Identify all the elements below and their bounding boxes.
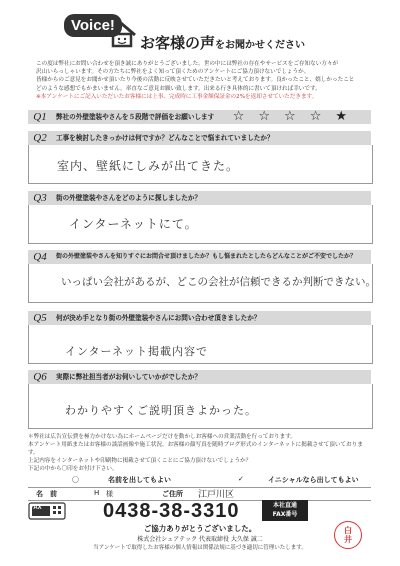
question-text: 何が決め手となり街の外壁塗装やさんにお問い合わせ頂きましたか？ xyxy=(56,314,261,322)
notice-line: ＊弊社は広告宣伝費を極力かけない為にホームページだけを動かしお客様への営業活動を行っております。 xyxy=(28,434,296,440)
answer-box-4 xyxy=(28,264,376,303)
fax-badge-line: FAX番号 xyxy=(272,511,298,518)
intro-line: この度は弊社にお問い合わせを頂き誠にありがとうございました。世の中には弊社の存在やサービスをご存知ない方々が xyxy=(36,61,339,67)
title-sub: をお聞かせください xyxy=(215,40,306,51)
question-1 xyxy=(28,110,371,124)
fax-number: 0438-38-3310 xyxy=(103,500,240,522)
question-5 xyxy=(28,311,371,325)
question-text: 弊社の外壁塗装やさんを５段階で評価をお願いします xyxy=(56,113,215,121)
company-line: 株式会社シェアテック 代表取締役 大久保 誠二 xyxy=(137,536,263,543)
thanks-message: ご協力ありがとうございました。 xyxy=(143,524,257,533)
answer-text: インターネットにて。 xyxy=(69,217,198,231)
star-icon: ★ xyxy=(335,109,361,124)
answer-text: いっぱい会社があるが、どこの会社が信頼できるか判断できない。 xyxy=(61,276,376,288)
publication-notice xyxy=(28,433,373,473)
consent-initial-mark[interactable]: ✓ xyxy=(238,475,244,483)
question-tag: Q5 xyxy=(33,312,47,324)
question-tag: Q4 xyxy=(33,251,47,263)
answer-box-6 xyxy=(28,384,373,429)
intro-red-note: ※本アンケートにご記入いただいたお客様には上事、完成時に工事金額保証金の2%を返却させていただきます。 xyxy=(36,93,318,100)
name-label: 名 前 xyxy=(36,490,57,498)
answer-box-2 xyxy=(28,145,373,184)
hanko-text: 白井 xyxy=(344,525,352,544)
fax-badge xyxy=(262,500,308,521)
intro-line: 皆様からのご意見をお聞かせ頂いたり今後の活動に反映させていただきたいと考えております。良かったこと、嬉しかったこと xyxy=(36,77,355,84)
question-tag: Q2 xyxy=(33,132,47,144)
page-title xyxy=(140,32,305,53)
consent-name-mark[interactable]: 〇 xyxy=(72,476,79,484)
hanko-seal xyxy=(334,521,362,549)
star-icon: ☆ xyxy=(284,109,310,124)
intro-line: どのような感想でもかまいません。率直なご意見お願い致します。出来る行き具体的に書いて頂ければ幸いです。 xyxy=(36,85,321,92)
star-icon: ☆ xyxy=(258,109,285,124)
voice-badge: Voice! xyxy=(64,14,122,37)
question-6 xyxy=(28,370,371,384)
question-text: 街の外壁塗装やさんをどのように探しましたか？ xyxy=(56,194,202,202)
notice-line: 下記の中から〇印をお付け下さい。 xyxy=(28,466,118,472)
intro-text xyxy=(36,60,366,101)
question-text: 工事を検討したきっかけは何ですか？どんなことで悩まれていましたか？ xyxy=(56,134,274,142)
consent-row xyxy=(28,473,371,488)
notice-line: 上記内容をインターネットや印刷物に掲載させて頂くことにご協力頂けないでしょうか？ xyxy=(28,458,252,464)
intro-line: 沢山いらっしゃいます。その方たちに弊社をよく知って頂くためのアンケートにご協力頂けないでしょうか。 xyxy=(36,69,310,76)
house-icon xyxy=(107,22,137,48)
rating-stars xyxy=(233,110,361,124)
customer-row xyxy=(28,487,371,501)
answer-text: インターネット掲載内容で xyxy=(65,345,209,358)
question-3 xyxy=(28,191,371,205)
fax-label: FAX xyxy=(30,505,42,511)
answer-text: 室内、壁紙にしみが出てきた。 xyxy=(57,159,240,173)
fax-badge-line: 本社直通 xyxy=(272,502,297,509)
title-main: お客様の声 xyxy=(140,34,216,52)
notice-line: 本アンケート用紙またはお客様の談話画像や施工状況、お客様の顔写真を随時ブログ形式のインターネットに掲載させて頂いております。 xyxy=(28,442,363,456)
privacy-note: 当アンケートで取得したお客様の個人情報は関係法規に基づき適切に管理いたします。 xyxy=(93,545,307,551)
address-value: 江戸川区 xyxy=(198,490,235,500)
question-text: 街の外壁塗装やさんを知りすぐにお問合せ頂けましたか？もし悩まれたとしたらどんなことがご不安でしたか？ xyxy=(56,253,357,260)
answer-text: わかりやすくご説明頂きよかった。 xyxy=(65,404,257,417)
answer-box-5 xyxy=(28,325,373,364)
question-tag: Q1 xyxy=(33,111,47,123)
name-value: H xyxy=(94,489,100,497)
question-text: 実際に弊社担当者がお伺いしていかがでしたか？ xyxy=(56,373,202,381)
address-label: ご住所 xyxy=(162,490,183,498)
question-2 xyxy=(28,131,371,145)
name-honorific: 様 xyxy=(106,490,113,498)
star-icon: ☆ xyxy=(232,109,259,124)
star-icon: ☆ xyxy=(309,109,336,124)
answer-box-3 xyxy=(28,205,373,244)
question-tag: Q6 xyxy=(33,371,47,383)
consent-initial-label: イニシャルなら出してもよい xyxy=(268,476,359,484)
question-tag: Q3 xyxy=(33,192,47,204)
consent-name-label: 名前を出してもよい xyxy=(108,476,171,484)
question-4 xyxy=(28,250,371,264)
